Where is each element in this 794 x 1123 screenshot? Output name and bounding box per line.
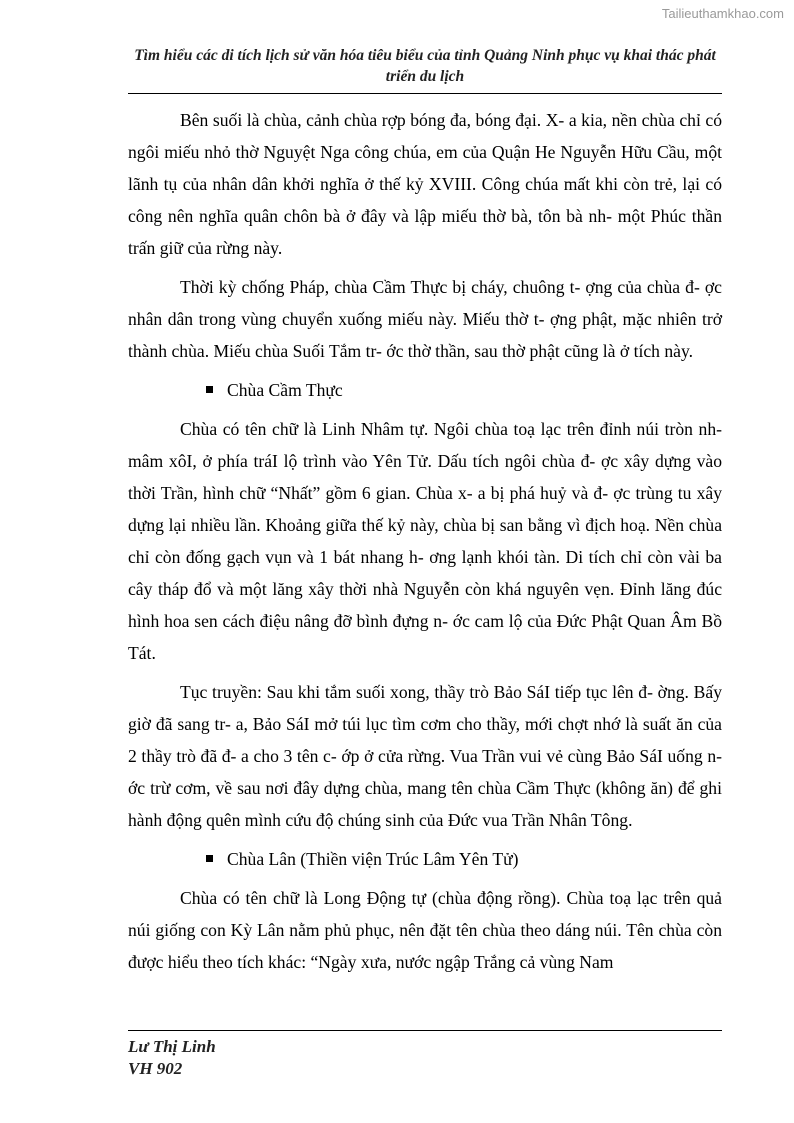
footer-class-code: VH 902 (128, 1059, 183, 1078)
document-body (128, 104, 722, 985)
page-header-title: Tìm hiểu các di tích lịch sử văn hóa tiêu biểu của tỉnh Quảng Ninh phục vụ khai thác phát triển du lịch (134, 47, 716, 85)
paragraph-5: Chùa có tên chữ là Long Động tự (chùa động rồng). Chùa toạ lạc trên quả núi giống con Kỳ Lân nằm phủ phục, nên đặt tên chùa theo dáng núi. Tên chùa còn được hiểu theo tích khác: “Ngày xưa, nước ngập Trắng cả vùng Nam (128, 888, 722, 972)
watermark: Tailieuthamkhao.com (661, 6, 784, 21)
paragraph-2: Thời kỳ chống Pháp, chùa Cầm Thực bị cháy, chuông t- ợng của chùa đ- ợc nhân dân trong vùng chuyển xuống miếu này. Miếu thờ t- ợng phật, mặc nhiên trở thành chùa. Miếu chùa Suối Tắm tr- ớc thờ thần, sau thờ phật cũng là ở tích này. (128, 277, 722, 361)
bullet-item-cam-thuc (128, 374, 722, 406)
bullet-label: Chùa Lân (Thiền viện Trúc Lâm Yên Tử) (227, 849, 519, 869)
square-bullet-icon (206, 855, 213, 862)
paragraph-3: Chùa có tên chữ là Linh Nhâm tự. Ngôi chùa toạ lạc trên đỉnh núi tròn nh- mâm xôI, ở phía tráI lộ trình vào Yên Tử. Dấu tích ngôi chùa đ- ợc xây dựng vào thời Trần, hình chữ “Nhất” gồm 6 gian. Chùa x- a bị phá huỷ và đ- ợc trùng tu xây dựng lại nhiều lần. Khoảng giữa thế kỷ này, chùa bị san bằng vì địch hoạ. Nền chùa chỉ còn đống gạch vụn và 1 bát nhang h- ơng lạnh khói tàn. Di tích chỉ còn vài ba cây tháp đổ và một lăng xây thời nhà Nguyễn còn khá nguyên vẹn. Đỉnh lăng đúc hình hoa sen cách điệu nâng đỡ bình đựng n- ớc cam lộ của Đức Phật Quan Âm Bồ Tát. (128, 419, 722, 663)
page-footer (128, 1036, 216, 1080)
footer-divider (128, 1030, 722, 1031)
square-bullet-icon (206, 386, 213, 393)
bullet-item-chua-lan (128, 843, 722, 875)
header-divider (128, 93, 722, 94)
paragraph-4: Tục truyền: Sau khi tắm suối xong, thầy trò Bảo SáI tiếp tục lên đ- ờng. Bấy giờ đã sang tr- a, Bảo SáI mở túi lục tìm cơm cho thầy, mới chợt nhớ là suất ăn của 2 thầy trò đã đ- a cho 3 tên c- ớp ở cửa rừng. Vua Trần vui vẻ cùng Bảo SáI uống n- ớc trừ cơm, về sau nơi đây dựng chùa, mang tên chùa Cầm Thực (không ăn) để ghi hành động quên mình cứu độ chúng sinh của Đức vua Trần Nhân Tông. (128, 682, 722, 830)
bullet-label: Chùa Cầm Thực (227, 380, 343, 400)
footer-author: Lư Thị Linh (128, 1037, 216, 1056)
paragraph-1: Bên suối là chùa, cảnh chùa rợp bóng đa, bóng đại. X- a kia, nền chùa chỉ có ngôi miếu nhỏ thờ Nguyệt Nga công chúa, em của Quận He Nguyễn Hữu Cầu, một lãnh tụ của nhân dân khởi nghĩa ở thế kỷ XVIII. Công chúa mất khi còn trẻ, lại có công nên nghĩa quân chôn bà ở đây và lập miếu thờ bà, tôn bà nh- một Phúc thần trấn giữ của rừng này. (128, 110, 722, 258)
